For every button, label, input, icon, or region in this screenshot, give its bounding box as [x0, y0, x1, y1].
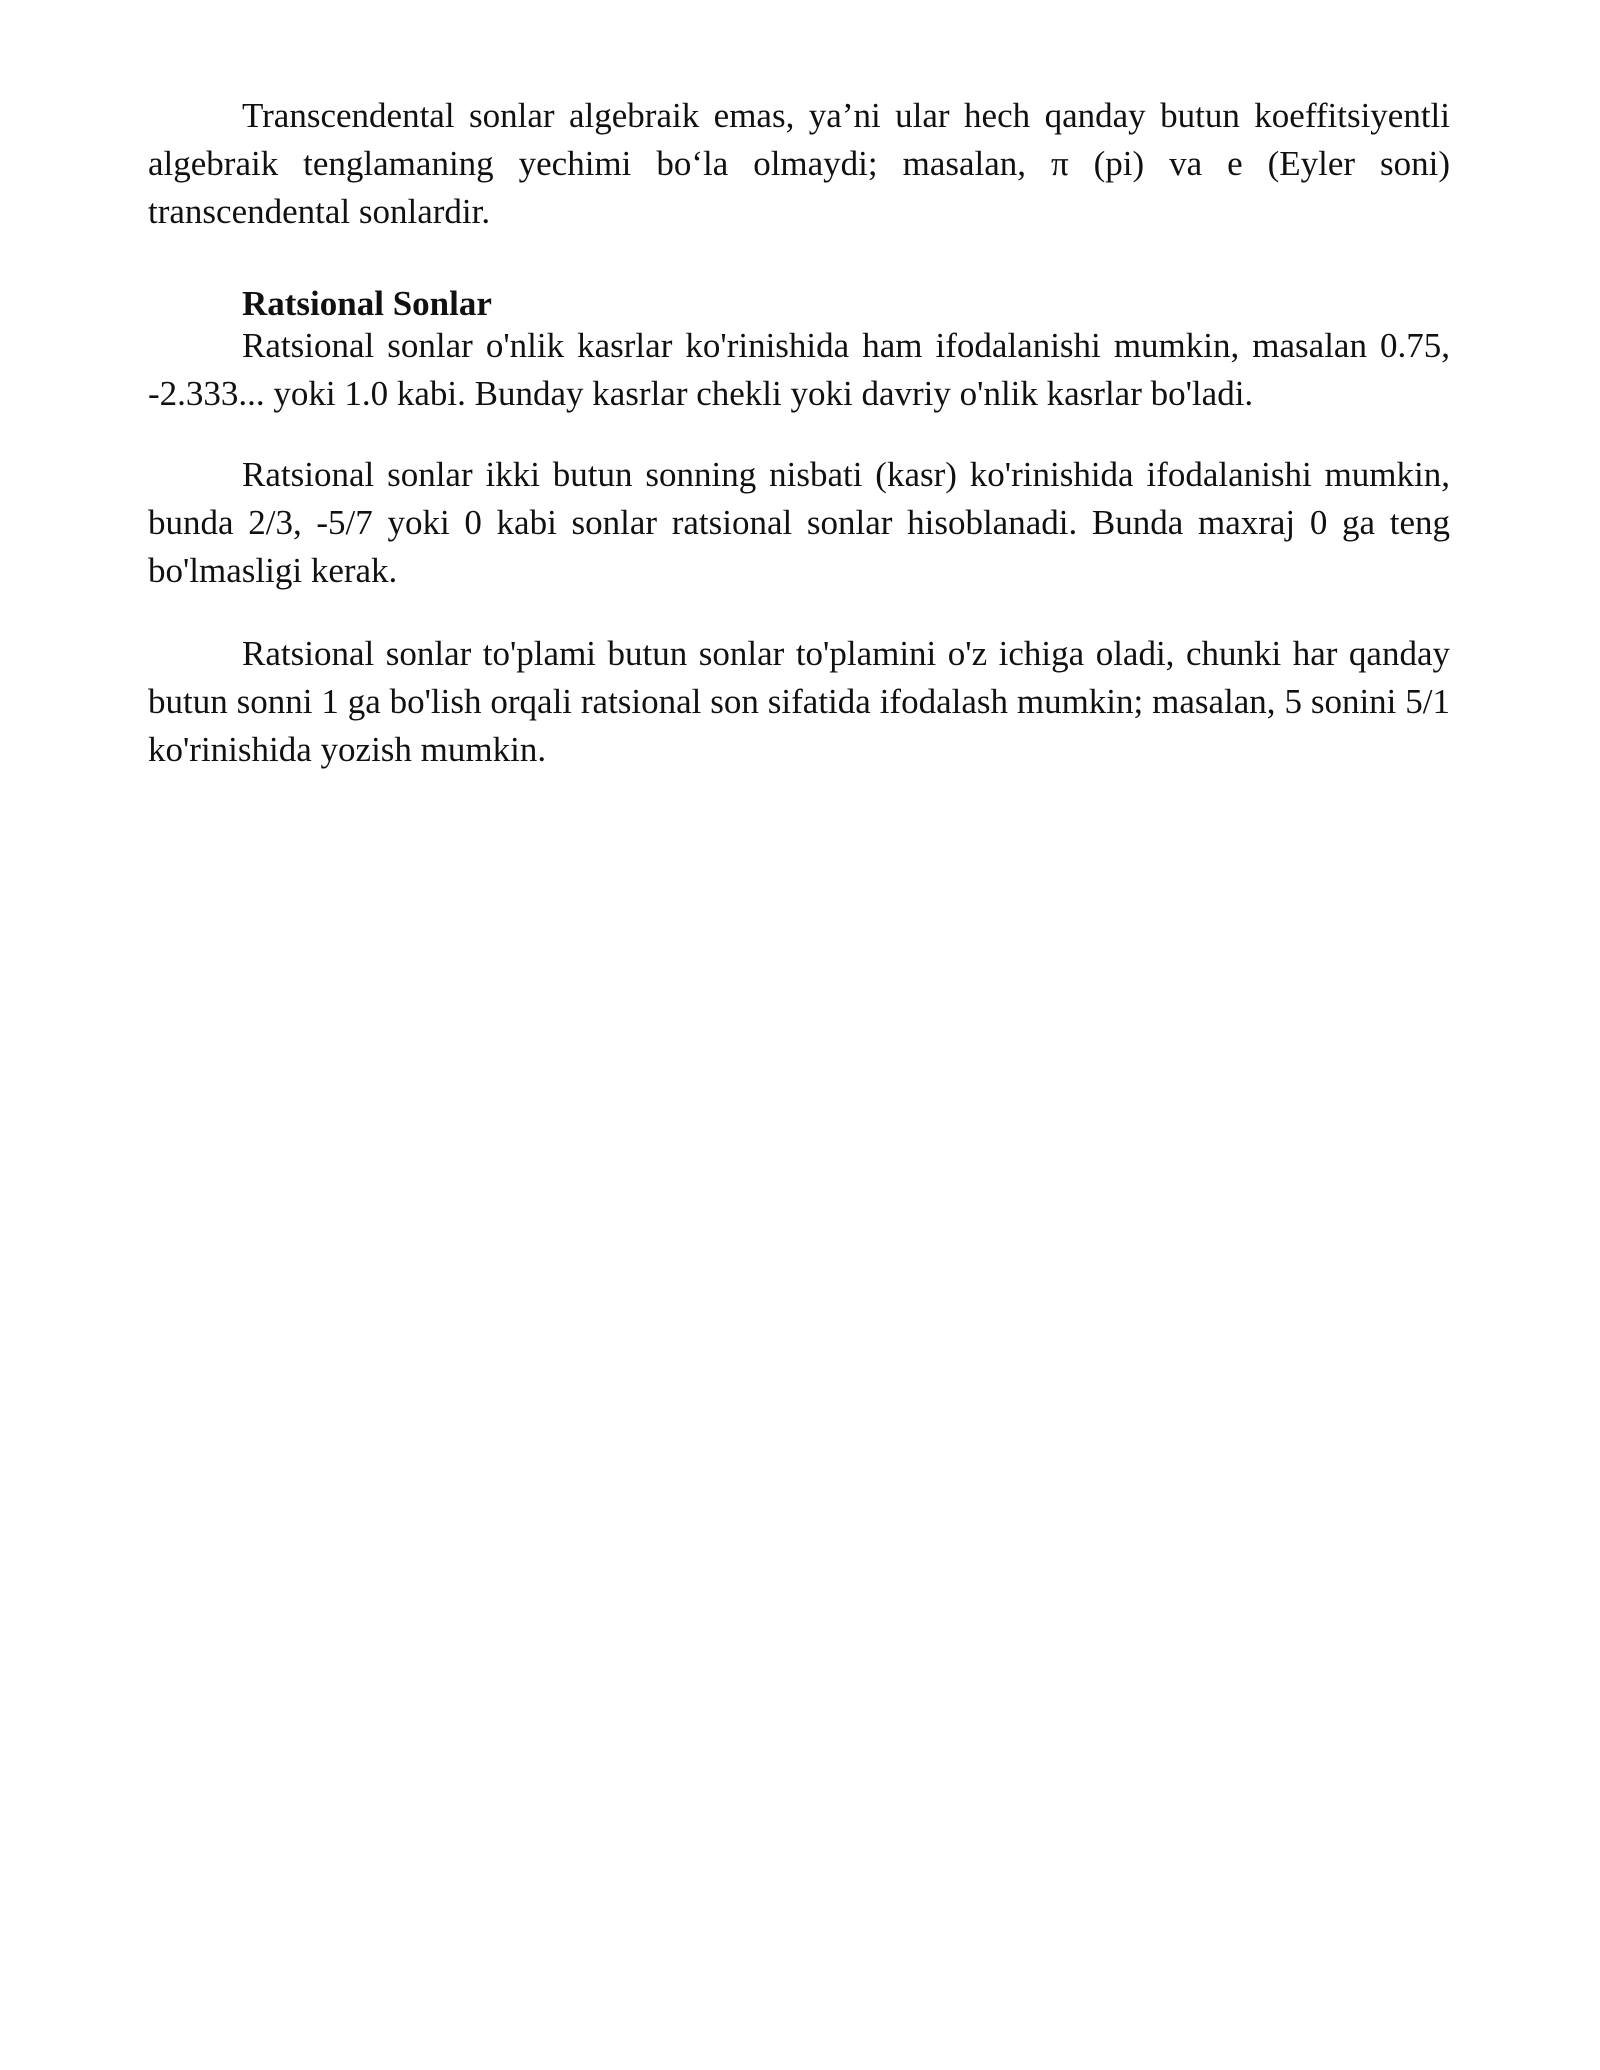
paragraph-integers-subset: Ratsional sonlar to'plami butun sonlar to'plamini o'z ichiga oladi, chunki har qanday butun sonni 1 ga bo'lish orqali ratsional son sifatida ifodalash mumkin; masalan, 5 sonini 5/1 ko'rinishida yozish mumkin.	[148, 634, 1450, 769]
paragraph-transcendental: Transcendental sonlar algebraik emas, ya’ni ular hech qanday butun koeffitsiyentli algebraik tenglamaning yechimi bo‘la olmaydi; masalan, π (pi) va e (Eyler soni) transcendental sonlardir.	[148, 96, 1450, 231]
paragraph-ratio-definition: Ratsional sonlar ikki butun sonning nisbati (kasr) ko'rinishida ifodalanishi mumkin, bunda 2/3, -5/7 yoki 0 kabi sonlar ratsional sonlar hisoblanadi. Bunda maxraj 0 ga teng bo'lmasligi kerak.	[148, 455, 1450, 590]
section-heading: Ratsional Sonlar	[242, 284, 492, 323]
paragraph-decimal-fractions: Ratsional sonlar o'nlik kasrlar ko'rinishida ham ifodalanishi mumkin, masalan 0.75, -2.333... yoki 1.0 kabi. Bunday kasrlar chekli yoki davriy o'nlik kasrlar bo'ladi.	[148, 326, 1450, 413]
